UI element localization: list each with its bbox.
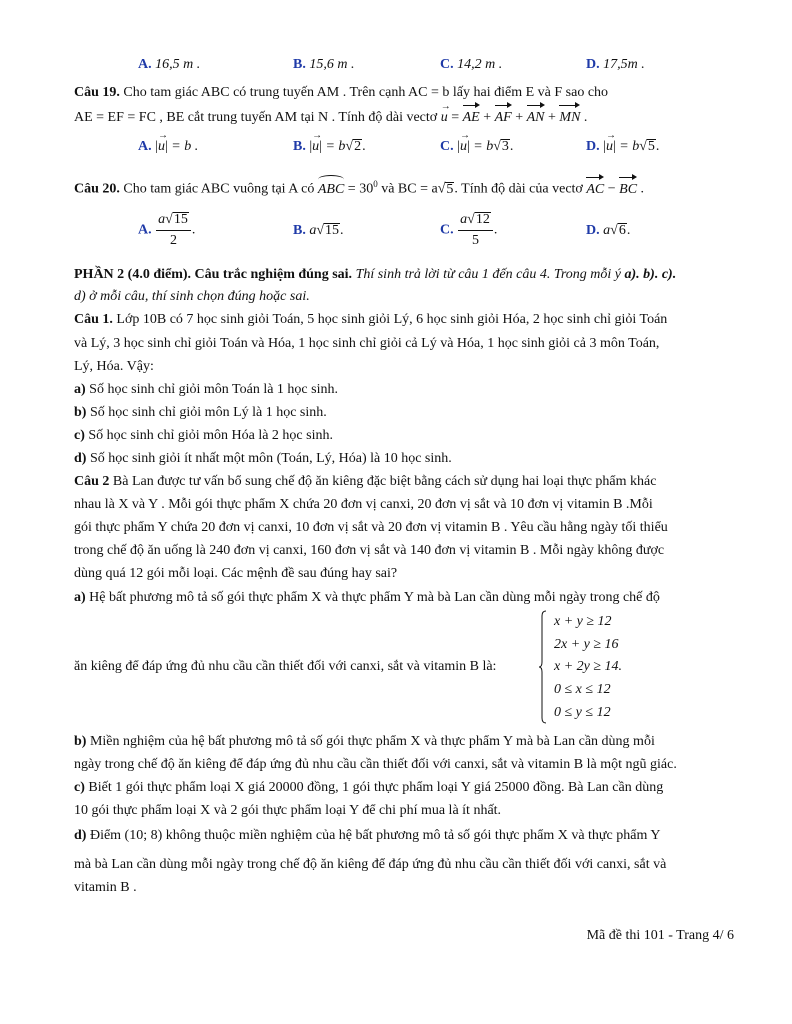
q19-options [0, 136, 792, 158]
q18-option-c: C. 14,2 m . [440, 57, 503, 72]
c1-label: Câu 1. [74, 312, 113, 327]
vector-af: AF [495, 108, 512, 128]
vector-u: → u [312, 136, 319, 158]
c1-item-a: a) Số học sinh chỉ giỏi môn Toán là 1 học sinh. [74, 382, 338, 397]
c2-line-5: dùng quá 12 gói mỗi loại. Các mệnh đề sau đúng hay sai? [74, 566, 398, 581]
inequality-row: 2x + y ≥ 16 [554, 637, 619, 652]
inequality-row: 0 ≤ y ≤ 12 [554, 705, 611, 720]
vector-u: → u [158, 136, 165, 158]
inequality-row: x + 2y ≥ 14. [554, 659, 623, 674]
q19-option-d: D. |→ u| = b√5. [586, 136, 659, 158]
q19-label: Câu 19. [74, 85, 120, 100]
q20-label: Câu 20. [74, 181, 120, 197]
c1-line-3: Lý, Hóa. Vậy: [74, 359, 154, 374]
c2-d-line-2: mà bà Lan cần dùng mỗi ngày trong chế độ ăn kiêng để đáp ứng đủ nhu cầu cần thiết đối với canxi, sắt và [74, 857, 667, 872]
q20-option-d: D. a√6. [586, 223, 631, 238]
c2-a-line-2: ăn kiêng để đáp ứng đủ nhu cầu cần thiết đối với canxi, sắt và vitamin B là: [74, 659, 497, 674]
part2-instruction: d) ở mỗi câu, thí sinh chọn đúng hoặc sai. [74, 289, 310, 304]
c2-line-4: trong chế độ ăn uống là 240 đơn vị canxi, 160 đơn vị sắt và 140 đơn vị vitamin B . Mỗi ngày không được [74, 543, 665, 558]
q18-option-b: B. 15,6 m . [293, 57, 355, 72]
vector-u: → u [441, 108, 448, 128]
c2-a-line-1: a) Hệ bất phương mô tả số gói thực phẩm X và thực phẩm Y mà bà Lan cần dùng mỗi ngày trong chế độ [74, 590, 660, 605]
q19-option-a: A. |→ u| = b . [138, 136, 198, 158]
page-footer: Mã đề thi 101 - Trang 4/ 6 [586, 928, 734, 943]
c2-label: Câu 2 [74, 474, 110, 489]
c2-c-line-1: c) Biết 1 gói thực phẩm loại X giá 20000 đồng, 1 gói thực phẩm loại Y giá 25000 đồng. Bà Lan cần dùng [74, 780, 664, 795]
vector-u: → u [460, 136, 467, 158]
inequality-row: 0 ≤ x ≤ 12 [554, 682, 611, 697]
angle-abc: ABC [318, 180, 344, 200]
q20-options [0, 210, 792, 260]
vector-u: → u [606, 136, 613, 158]
vector-ac: AC [586, 180, 604, 200]
q20-line-1: Câu 20. Cho tam giác ABC vuông tại A có ABC = $30^0$ và BC = a√5. Tính độ dài của vectơ AC − BC . [74, 174, 740, 200]
c2-d-line-1: d) Điểm (10; 8) không thuộc miền nghiệm của hệ bất phương mô tả số gói thực phẩm X và thực phẩm Y [74, 828, 661, 843]
q18-options [0, 54, 792, 76]
vector-ae: AE [463, 108, 480, 128]
c2-c-line-2: 10 gói thực phẩm loại X và 2 gói thực phẩm loại Y để chi phí mua là ít nhất. [74, 803, 502, 818]
q19-text-1: Cho tam giác ABC có trung tuyến AM . Trên cạnh AC = b lấy hai điểm E và F sao cho [119, 85, 609, 100]
c1-item-b: b) Số học sinh chỉ giỏi môn Lý là 1 học sinh. [74, 405, 327, 420]
vector-bc: BC [619, 180, 637, 200]
c2-line-2: nhau là X và Y . Mỗi gói thực phẩm X chứa 20 đơn vị canxi, 20 đơn vị sắt và 10 đơn vị vitamin B .Mỗi [74, 497, 653, 512]
c1-item-c: c) Số học sinh chỉ giỏi môn Hóa là 2 học sinh. [74, 428, 333, 443]
q18-option-d: D. 17,5m . [586, 57, 645, 72]
fraction: $\frac{a√15}{2}$ [156, 210, 191, 251]
q19-text-2: AE = EF = FC , BE cắt trung tuyến AM tại N . Tính độ dài vectơ [74, 110, 441, 125]
c1-line-2: và Lý, 3 học sinh chỉ giỏi Toán và Hóa, 1 học sinh chỉ giỏi cả Lý và Hóa, 1 học sinh giỏi cả 3 môn Toán, [74, 336, 660, 351]
fraction: $\frac{a√12}{5}$ [458, 210, 493, 251]
part2-title: PHẦN 2 (4.0 điểm). Câu trắc nghiệm đúng sai. [74, 267, 353, 282]
c2-line-3: gói thực phẩm Y chứa 20 đơn vị canxi, 10 đơn vị sắt và 20 đơn vị vitamin B . Yêu cầu hằng ngày tối thiểu [74, 520, 668, 535]
c2-b-line-2: ngày trong chế độ ăn kiêng để đáp ứng đủ nhu cầu cần thiết đối với canxi, sắt và vitamin B là một ngũ giác. [74, 757, 677, 772]
vector-an: AN [527, 108, 545, 128]
q19-option-b: B. |→ u| = b√2. [293, 136, 366, 158]
c2-b-line-1: b) Miền nghiệm của hệ bất phương mô tả số gói thực phẩm X và thực phẩm Y mà bà Lan cần dùng mỗi [74, 734, 655, 749]
c1-item-d: d) Số học sinh giỏi ít nhất một môn (Toán, Lý, Hóa) là 10 học sinh. [74, 451, 452, 466]
q20-option-c: C. $\frac{a√12}{5}$ . [440, 210, 497, 251]
part2-heading: PHẦN 2 (4.0 điểm). Câu trắc nghiệm đúng sai. Thí sinh trả lời từ câu 1 đến câu 4. Trong mỗi ý a). b). c). [74, 267, 677, 282]
q19-option-c: C. |→ u| = b√3. [440, 136, 513, 158]
q18-option-a: A. 16,5 m . [138, 57, 201, 72]
q20-option-a: A. $\frac{a√15}{2}$ . [138, 210, 195, 251]
left-brace-icon [539, 610, 547, 724]
q19-line-1 [74, 83, 740, 103]
inequality-row: x + y ≥ 12 [554, 614, 612, 629]
c1-line-1: Câu 1. Lớp 10B có 7 học sinh giỏi Toán, 5 học sinh giỏi Lý, 6 học sinh giỏi Hóa, 2 học sinh chỉ giỏi Toán [74, 312, 668, 327]
c2-d-line-3: vitamin B . [74, 880, 137, 895]
c2-line-1: Câu 2 Bà Lan được tư vấn bổ sung chế độ ăn kiêng đặc biệt bằng cách sử dụng hai loại thực phẩm khác [74, 474, 657, 489]
q20-option-b: B. a√15. [293, 223, 344, 238]
q19-line-2: AE = EF = FC , BE cắt trung tuyến AM tại N . Tính độ dài vectơ → u = AE + AF + AN + MN . [74, 108, 740, 128]
vector-mn: MN [559, 108, 580, 128]
